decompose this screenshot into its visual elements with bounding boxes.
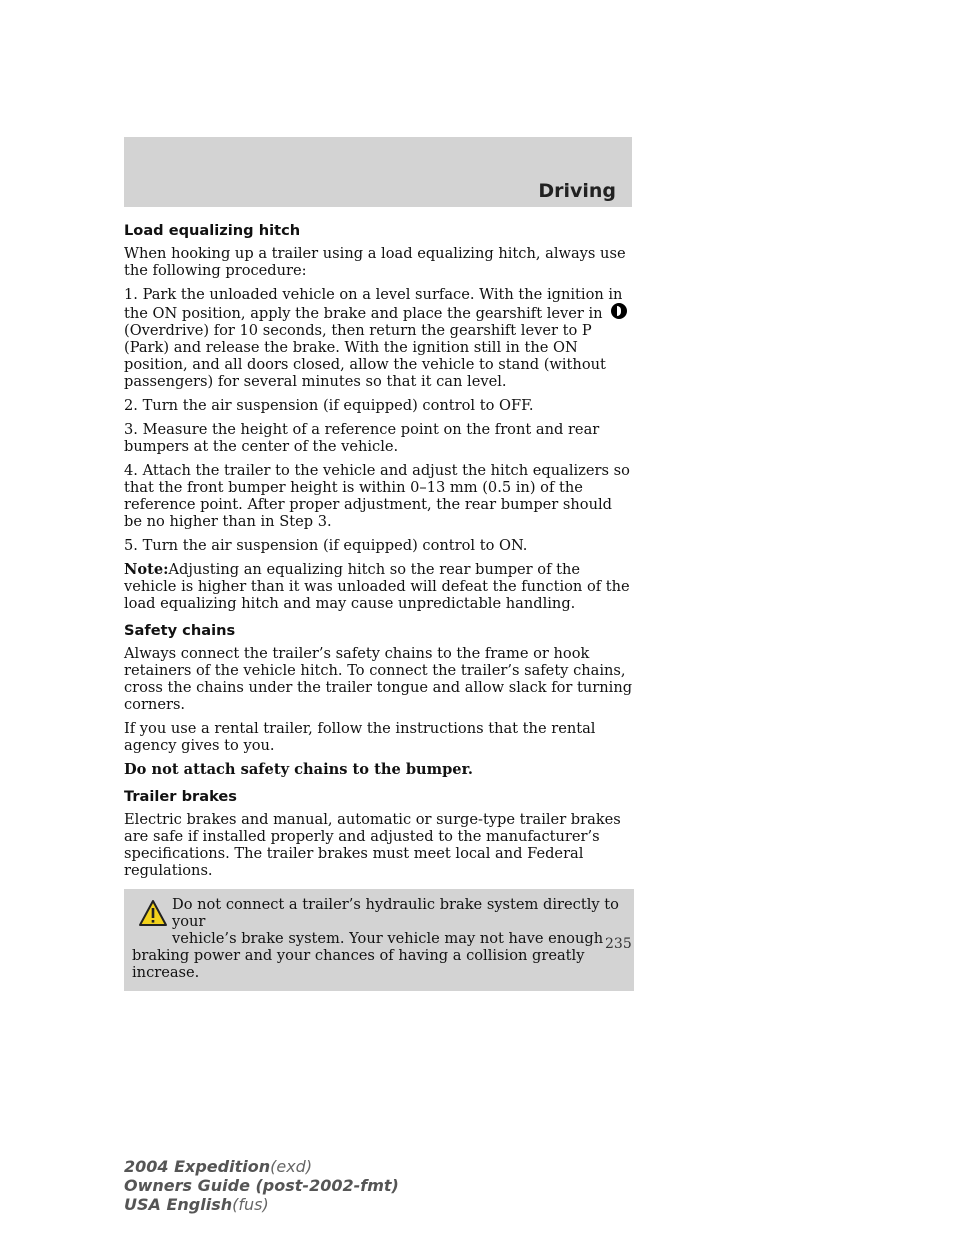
footer-model-code: (exd) [270,1157,313,1176]
footer-line-model [124,1157,399,1176]
note-label: Note: [124,561,169,578]
footer-model: 2004 Expedition [124,1157,271,1176]
section-header-band [124,137,632,207]
heading-trailer-brakes: Trailer brakes [124,788,237,805]
footer-language-code: (fus) [232,1195,269,1214]
footer-language: USA English [124,1195,233,1214]
paragraph-bumper-warning: Do not attach safety chains to the bumper. [124,761,473,778]
document-footer [124,1157,399,1214]
heading-safety-chains: Safety chains [124,622,236,639]
paragraph-safety-chains-2: If you use a rental trailer, follow the instructions that the rental agency gives to you. [124,720,596,754]
page-content [124,222,634,991]
paragraph-step-5: 5. Turn the air suspension (if equipped) control to ON. [124,537,528,554]
paragraph-trailer-brakes: Electric brakes and manual, automatic or surge-type trailer brakes are safe if installed properly and adjusted to the manufacturer’s specifications. The trailer brakes must meet local and Federal regulations. [124,811,621,879]
page-number: 235 [605,936,632,952]
paragraph-step-1 [124,286,634,390]
warning-box [124,889,634,991]
warning-line-2: vehicle’s brake system. Your vehicle may not have enough [172,930,604,947]
paragraph-step-3: 3. Measure the height of a reference point on the front and rear bumpers at the center of the vehicle. [124,421,600,455]
step-1-text-b: (Overdrive) for 10 seconds, then return the gearshift lever to P (Park) and release the brake. With the ignition still in the ON position, and all doors closed, allow the vehicle to stand (without passengers) for several minutes so that it can level. [124,322,606,390]
warning-triangle-icon [138,899,168,927]
paragraph-step-2: 2. Turn the air suspension (if equipped) control to OFF. [124,397,534,414]
footer-line-language [124,1195,399,1214]
heading-load-equalizing-hitch: Load equalizing hitch [124,222,301,239]
overdrive-icon [611,303,627,319]
note-text: Adjusting an equalizing hitch so the rear bumper of the vehicle is higher than it was unloaded will defeat the function of the load equalizing hitch and may cause unpredictable handling. [124,561,630,612]
section-title: Driving [538,180,616,202]
paragraph-safety-chains-1: Always connect the trailer’s safety chains to the frame or hook retainers of the vehicle hitch. To connect the trailer’s safety chains, cross the chains under the trailer tongue and allow slack for turning corners. [124,645,633,713]
footer-guide: Owners Guide (post-2002-fmt) [124,1176,399,1195]
paragraph-step-4: 4. Attach the trailer to the vehicle and adjust the hitch equalizers so that the front bumper height is within 0–13 mm (0.5 in) of the reference point. After proper adjustment, the rear bumper should be no higher than in Step 3. [124,462,630,530]
warning-line-1: Do not connect a trailer’s hydraulic brake system directly to your [172,896,619,930]
step-1-text-a: 1. Park the unloaded vehicle on a level surface. With the ignition in the ON position, apply the brake and place the gearshift lever in [124,286,623,322]
warning-line-rest: braking power and your chances of having a collision greatly increase. [132,947,585,981]
footer-line-guide [124,1176,399,1195]
paragraph-hitch-intro: When hooking up a trailer using a load equalizing hitch, always use the following procedure: [124,245,626,279]
paragraph-note [124,561,634,612]
